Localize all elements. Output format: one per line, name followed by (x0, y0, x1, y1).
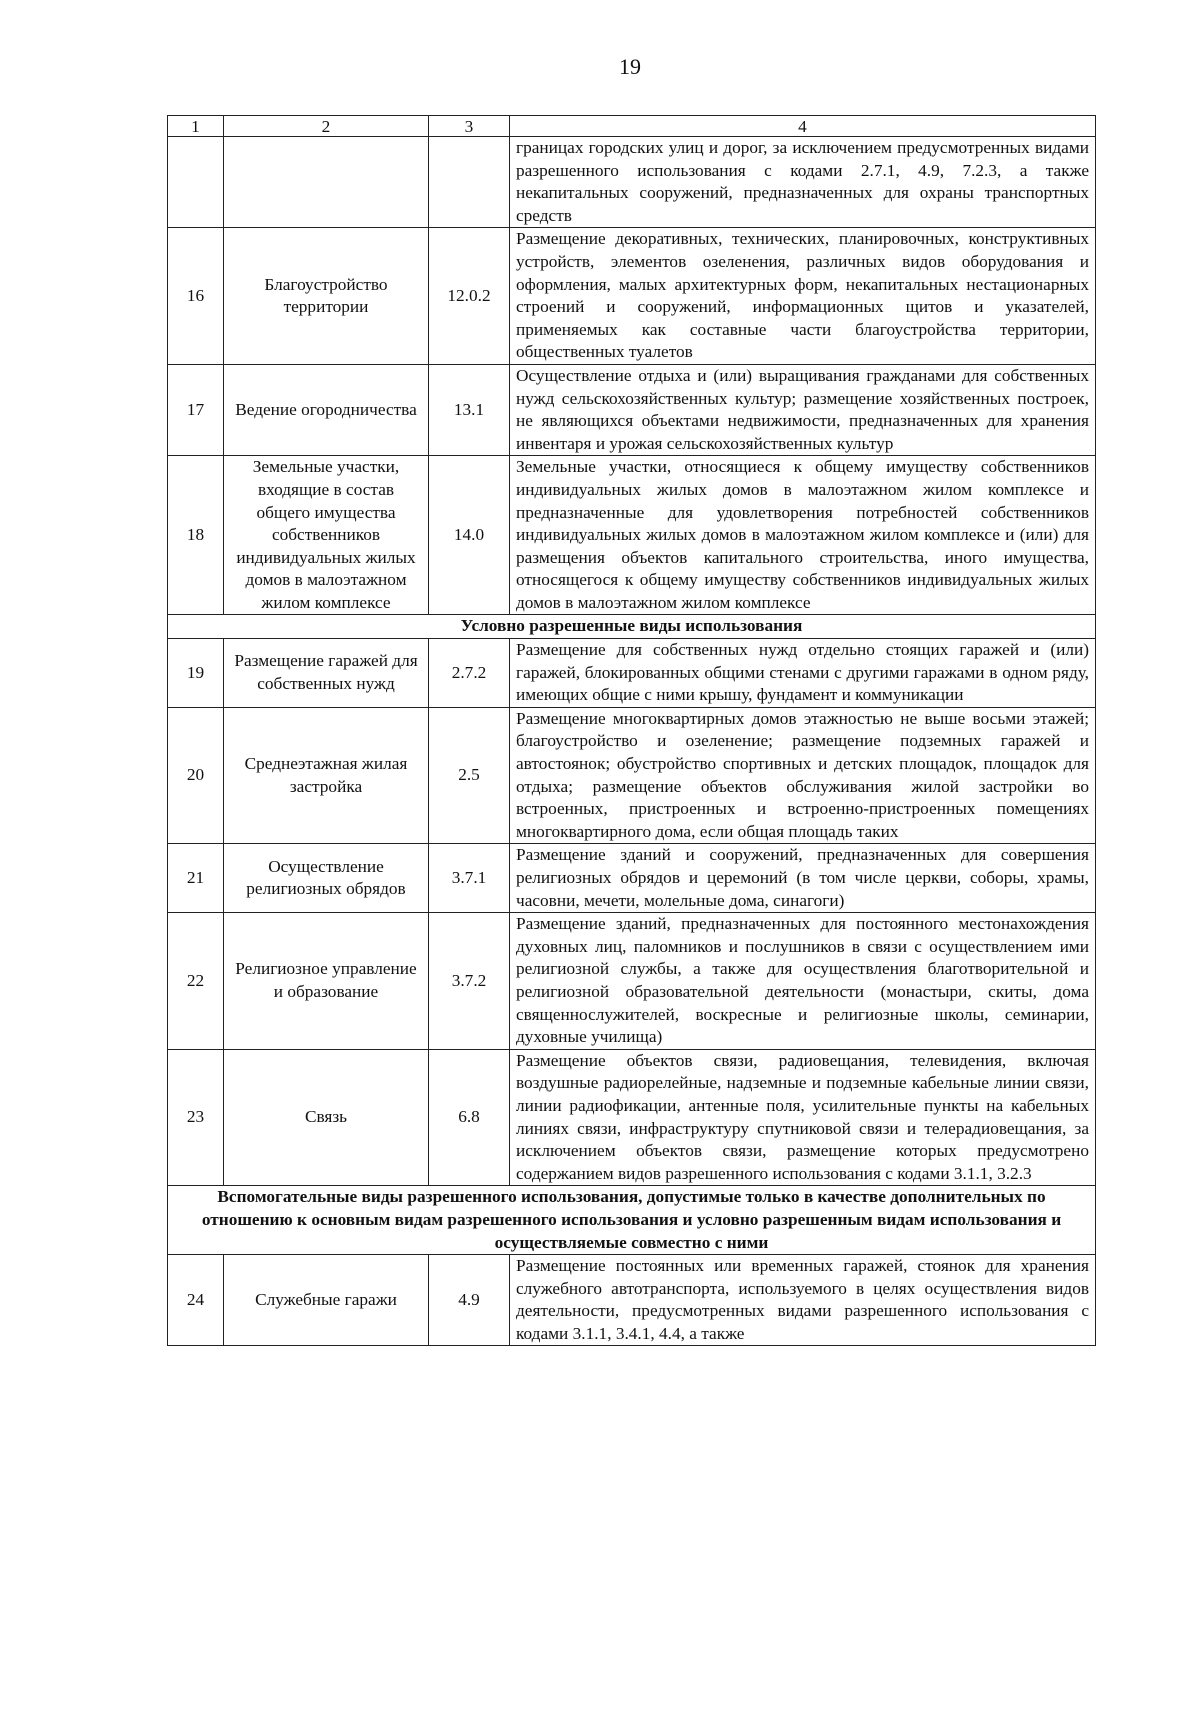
row-code: 3.7.1 (429, 844, 510, 913)
table-row (168, 456, 1096, 615)
table-row (168, 228, 1096, 365)
column-header: 1 (168, 116, 224, 137)
row-number: 17 (168, 364, 224, 455)
row-number: 23 (168, 1049, 224, 1186)
row-name: Служебные гаражи (224, 1255, 429, 1346)
section-row (168, 615, 1096, 639)
row-code: 13.1 (429, 364, 510, 455)
row-code: 4.9 (429, 1255, 510, 1346)
table-row (168, 707, 1096, 844)
row-number: 20 (168, 707, 224, 844)
table-row (168, 639, 1096, 708)
row-code: 2.5 (429, 707, 510, 844)
table-row (168, 913, 1096, 1050)
row-number: 22 (168, 913, 224, 1050)
row-description: Осуществление отдыха и (или) выращивания гражданами для собственных нужд сельскохозяйственных культур; размещение хозяйственных построек, не являющихся объектами недвижимости, предназначенных для хранения инвентаря и урожая сельскохозяйственных культур (510, 364, 1096, 455)
row-code: 14.0 (429, 456, 510, 615)
row-description: Земельные участки, относящиеся к общему имуществу собственников индивидуальных жилых домов в малоэтажном жилом комплексе и предназначенные для удовлетворения потребностей собственников индивидуальных жилых домов в малоэтажном жилом комплексе и (или) для размещения объектов капитального строительства, иного имущества, относящегося к общему имуществу собственников индивидуальных жилых домов в малоэтажном жилом комплексе (510, 456, 1096, 615)
table-row (168, 364, 1096, 455)
row-name: Размещение гаражей для собственных нужд (224, 639, 429, 708)
column-header: 3 (429, 116, 510, 137)
row-code: 12.0.2 (429, 228, 510, 365)
section-row (168, 1186, 1096, 1255)
table-row (168, 1255, 1096, 1346)
land-use-table (167, 115, 1096, 1346)
row-name: Земельные участки, входящие в состав общего имущества собственников индивидуальных жилых домов в малоэтажном жилом комплексе (224, 456, 429, 615)
row-description: Размещение зданий и сооружений, предназначенных для совершения религиозных обрядов и церемоний (в том числе церкви, соборы, храмы, часовни, мечети, молельные дома, синагоги) (510, 844, 1096, 913)
row-code: 2.7.2 (429, 639, 510, 708)
section-title-conditional: Условно разрешенные виды использования (168, 615, 1096, 639)
table-row (168, 844, 1096, 913)
row-number: 21 (168, 844, 224, 913)
row-code: 3.7.2 (429, 913, 510, 1050)
page-number: 19 (619, 54, 641, 79)
row-description: Размещение декоративных, технических, планировочных, конструктивных устройств, элементов озеленения, различных видов оборудования и оформления, малых архитектурных форм, некапитальных нестационарных строений и сооружений, информационных щитов и указателей, применяемых как составные части благоустройства территории, общественных туалетов (510, 228, 1096, 365)
row-name: Ведение огородничества (224, 364, 429, 455)
row-number: 16 (168, 228, 224, 365)
section-title-auxiliary: Вспомогательные виды разрешенного использования, допустимые только в качестве дополнительных по отношению к основным видам разрешенного использования и условно разрешенным видам использования и осуществляемые совместно с ними (168, 1186, 1096, 1255)
row-description: Размещение объектов связи, радиовещания, телевидения, включая воздушные радиорелейные, надземные и подземные кабельные линии связи, линии радиофикации, антенные поля, усилительные пункты на кабельных линиях связи, инфраструктуру спутниковой связи и телерадиовещания, за исключением объектов связи, размещение которых предусмотрено содержанием видов разрешенного использования с кодами 3.1.1, 3.2.3 (510, 1049, 1096, 1186)
column-header: 2 (224, 116, 429, 137)
row-number: 19 (168, 639, 224, 708)
row-name: Благоустройство территории (224, 228, 429, 365)
row-description: Размещение постоянных или временных гаражей, стоянок для хранения служебного автотранспорта, используемого в целях осуществления видов деятельности, предусмотренных видами разрешенного использования с кодами 3.1.1, 3.4.1, 4.4, а также (510, 1255, 1096, 1346)
column-header: 4 (510, 116, 1096, 137)
table-row (168, 1049, 1096, 1186)
row-name: Связь (224, 1049, 429, 1186)
row-number: 24 (168, 1255, 224, 1346)
table-header-row (168, 116, 1096, 137)
row-name: Среднеэтажная жилая застройка (224, 707, 429, 844)
row-name: Религиозное управление и образование (224, 913, 429, 1050)
row-description: границах городских улиц и дорог, за исключением предусмотренных видами разрешенного использования с кодами 2.7.1, 4.9, 7.2.3, а также некапитальных сооружений, предназначенных для охраны транспортных средств (510, 137, 1096, 228)
row-number: 18 (168, 456, 224, 615)
row-description: Размещение зданий, предназначенных для постоянного местонахождения духовных лиц, паломников и послушников в связи с осуществлением ими религиозной службы, а также для осуществления благотворительной и религиозной образовательной деятельности (монастыри, скиты, дома священнослужителей, воскресные и религиозные школы, семинарии, духовные училища) (510, 913, 1096, 1050)
row-name: Осуществление религиозных обрядов (224, 844, 429, 913)
row-description: Размещение многоквартирных домов этажностью не выше восьми этажей; благоустройство и озеленение; размещение подземных гаражей и автостоянок; обустройство спортивных и детских площадок, площадок для отдыха; размещение объектов обслуживания жилой застройки во встроенных, пристроенных и встроенно-пристроенных помещениях многоквартирного дома, если общая площадь таких (510, 707, 1096, 844)
row-description: Размещение для собственных нужд отдельно стоящих гаражей и (или) гаражей, блокированных общими стенами с другими гаражами в одном ряду, имеющих общие с ними крышу, фундамент и коммуникации (510, 639, 1096, 708)
row-code: 6.8 (429, 1049, 510, 1186)
table-row (168, 137, 1096, 228)
